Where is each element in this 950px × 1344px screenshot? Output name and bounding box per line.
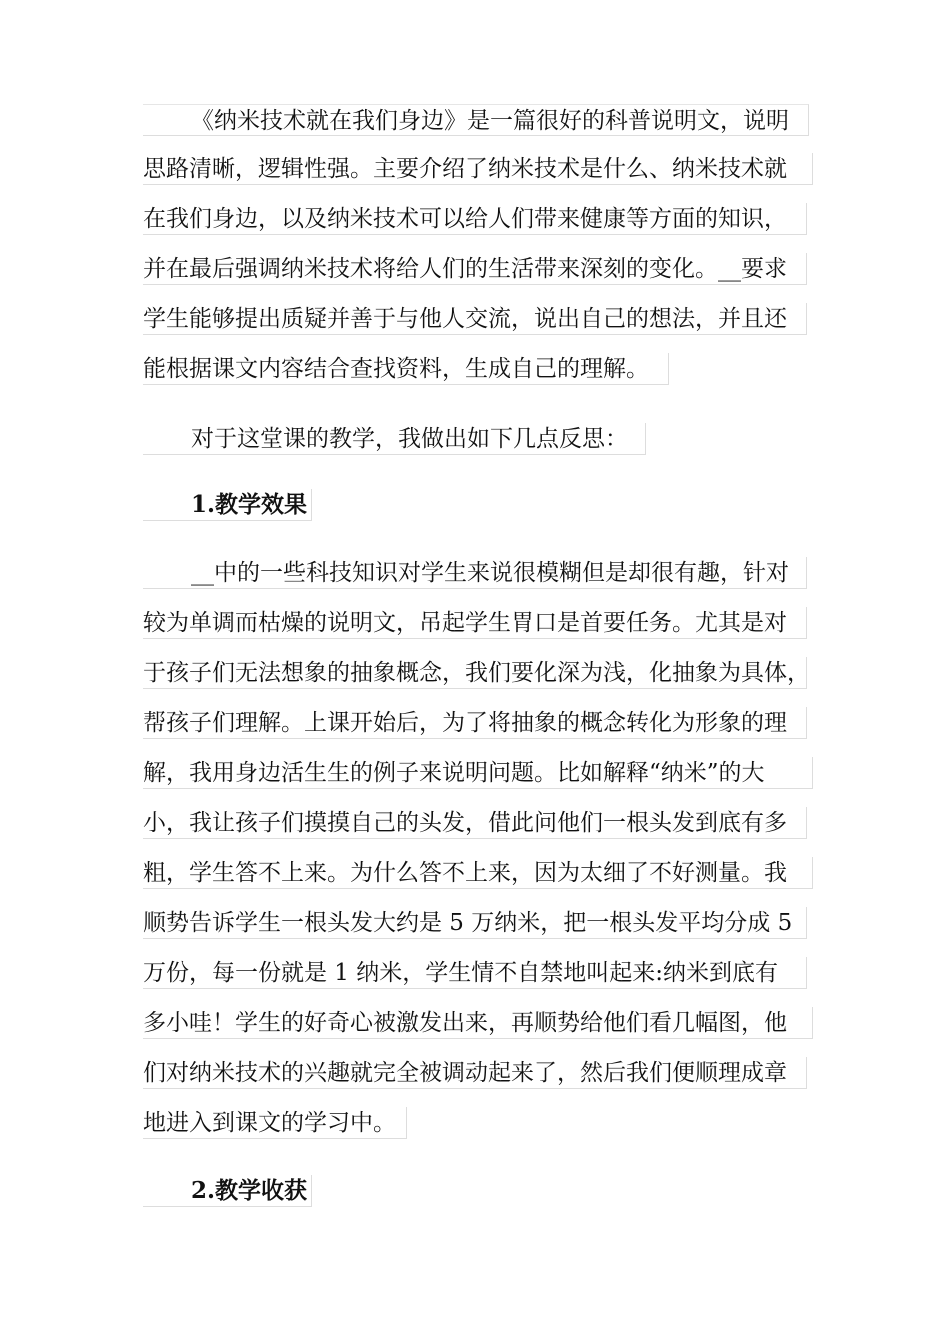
section-1-line-2: 较为单调而枯燥的说明文，吊起学生胃口是首要任务。尤其是对	[143, 607, 807, 639]
intro-line-4: 并在最后强调纳米技术将给人们的生活带来深刻的变化。__要求	[143, 253, 807, 285]
section-1-line-4: 帮孩子们理解。上课开始后，为了将抽象的概念转化为形象的理	[143, 707, 807, 739]
section-1-line-3: 于孩子们无法想象的抽象概念，我们要化深为浅，化抽象为具体，	[143, 657, 807, 689]
section-1-line-11: 们对纳米技术的兴趣就完全被调动起来了，然后我们便顺理成章	[143, 1057, 807, 1089]
intro-line-1: 《纳米技术就在我们身边》是一篇很好的科普说明文，说明	[143, 104, 809, 136]
intro-line-5: 学生能够提出质疑并善于与他人交流，说出自己的想法，并且还	[143, 303, 807, 335]
intro-line-3: 在我们身边，以及纳米技术可以给人们带来健康等方面的知识，	[143, 203, 807, 235]
section-1-line-6: 小，我让孩子们摸摸自己的头发，借此问他们一根头发到底有多	[143, 807, 807, 839]
section-1-line-9: 万份，每一份就是 1 纳米，学生情不自禁地叫起来:纳米到底有	[143, 957, 807, 989]
reflection-intro: 对于这堂课的教学，我做出如下几点反思：	[143, 423, 646, 455]
section-1-line-7: 粗，学生答不上来。为什么答不上来，因为太细了不好测量。我	[143, 857, 813, 889]
section-2-heading: 2.教学收获	[143, 1175, 312, 1207]
section-1-line-1: __中的一些科技知识对学生来说很模糊但是却很有趣，针对	[143, 557, 807, 589]
intro-line-2: 思路清晰，逻辑性强。主要介绍了纳米技术是什么、纳米技术就	[143, 153, 813, 185]
section-1-line-12: 地进入到课文的学习中。	[143, 1107, 407, 1139]
intro-line-6: 能根据课文内容结合查找资料，生成自己的理解。	[143, 353, 669, 385]
section-1-heading: 1.教学效果	[143, 489, 312, 521]
section-1-line-8: 顺势告诉学生一根头发大约是 5 万纳米，把一根头发平均分成 5	[143, 907, 807, 939]
section-1-line-5: 解，我用身边活生生的例子来说明问题。比如解释“纳米”的大	[143, 757, 813, 789]
section-1-line-10: 多小哇！学生的好奇心被激发出来，再顺势给他们看几幅图，他	[143, 1007, 813, 1039]
